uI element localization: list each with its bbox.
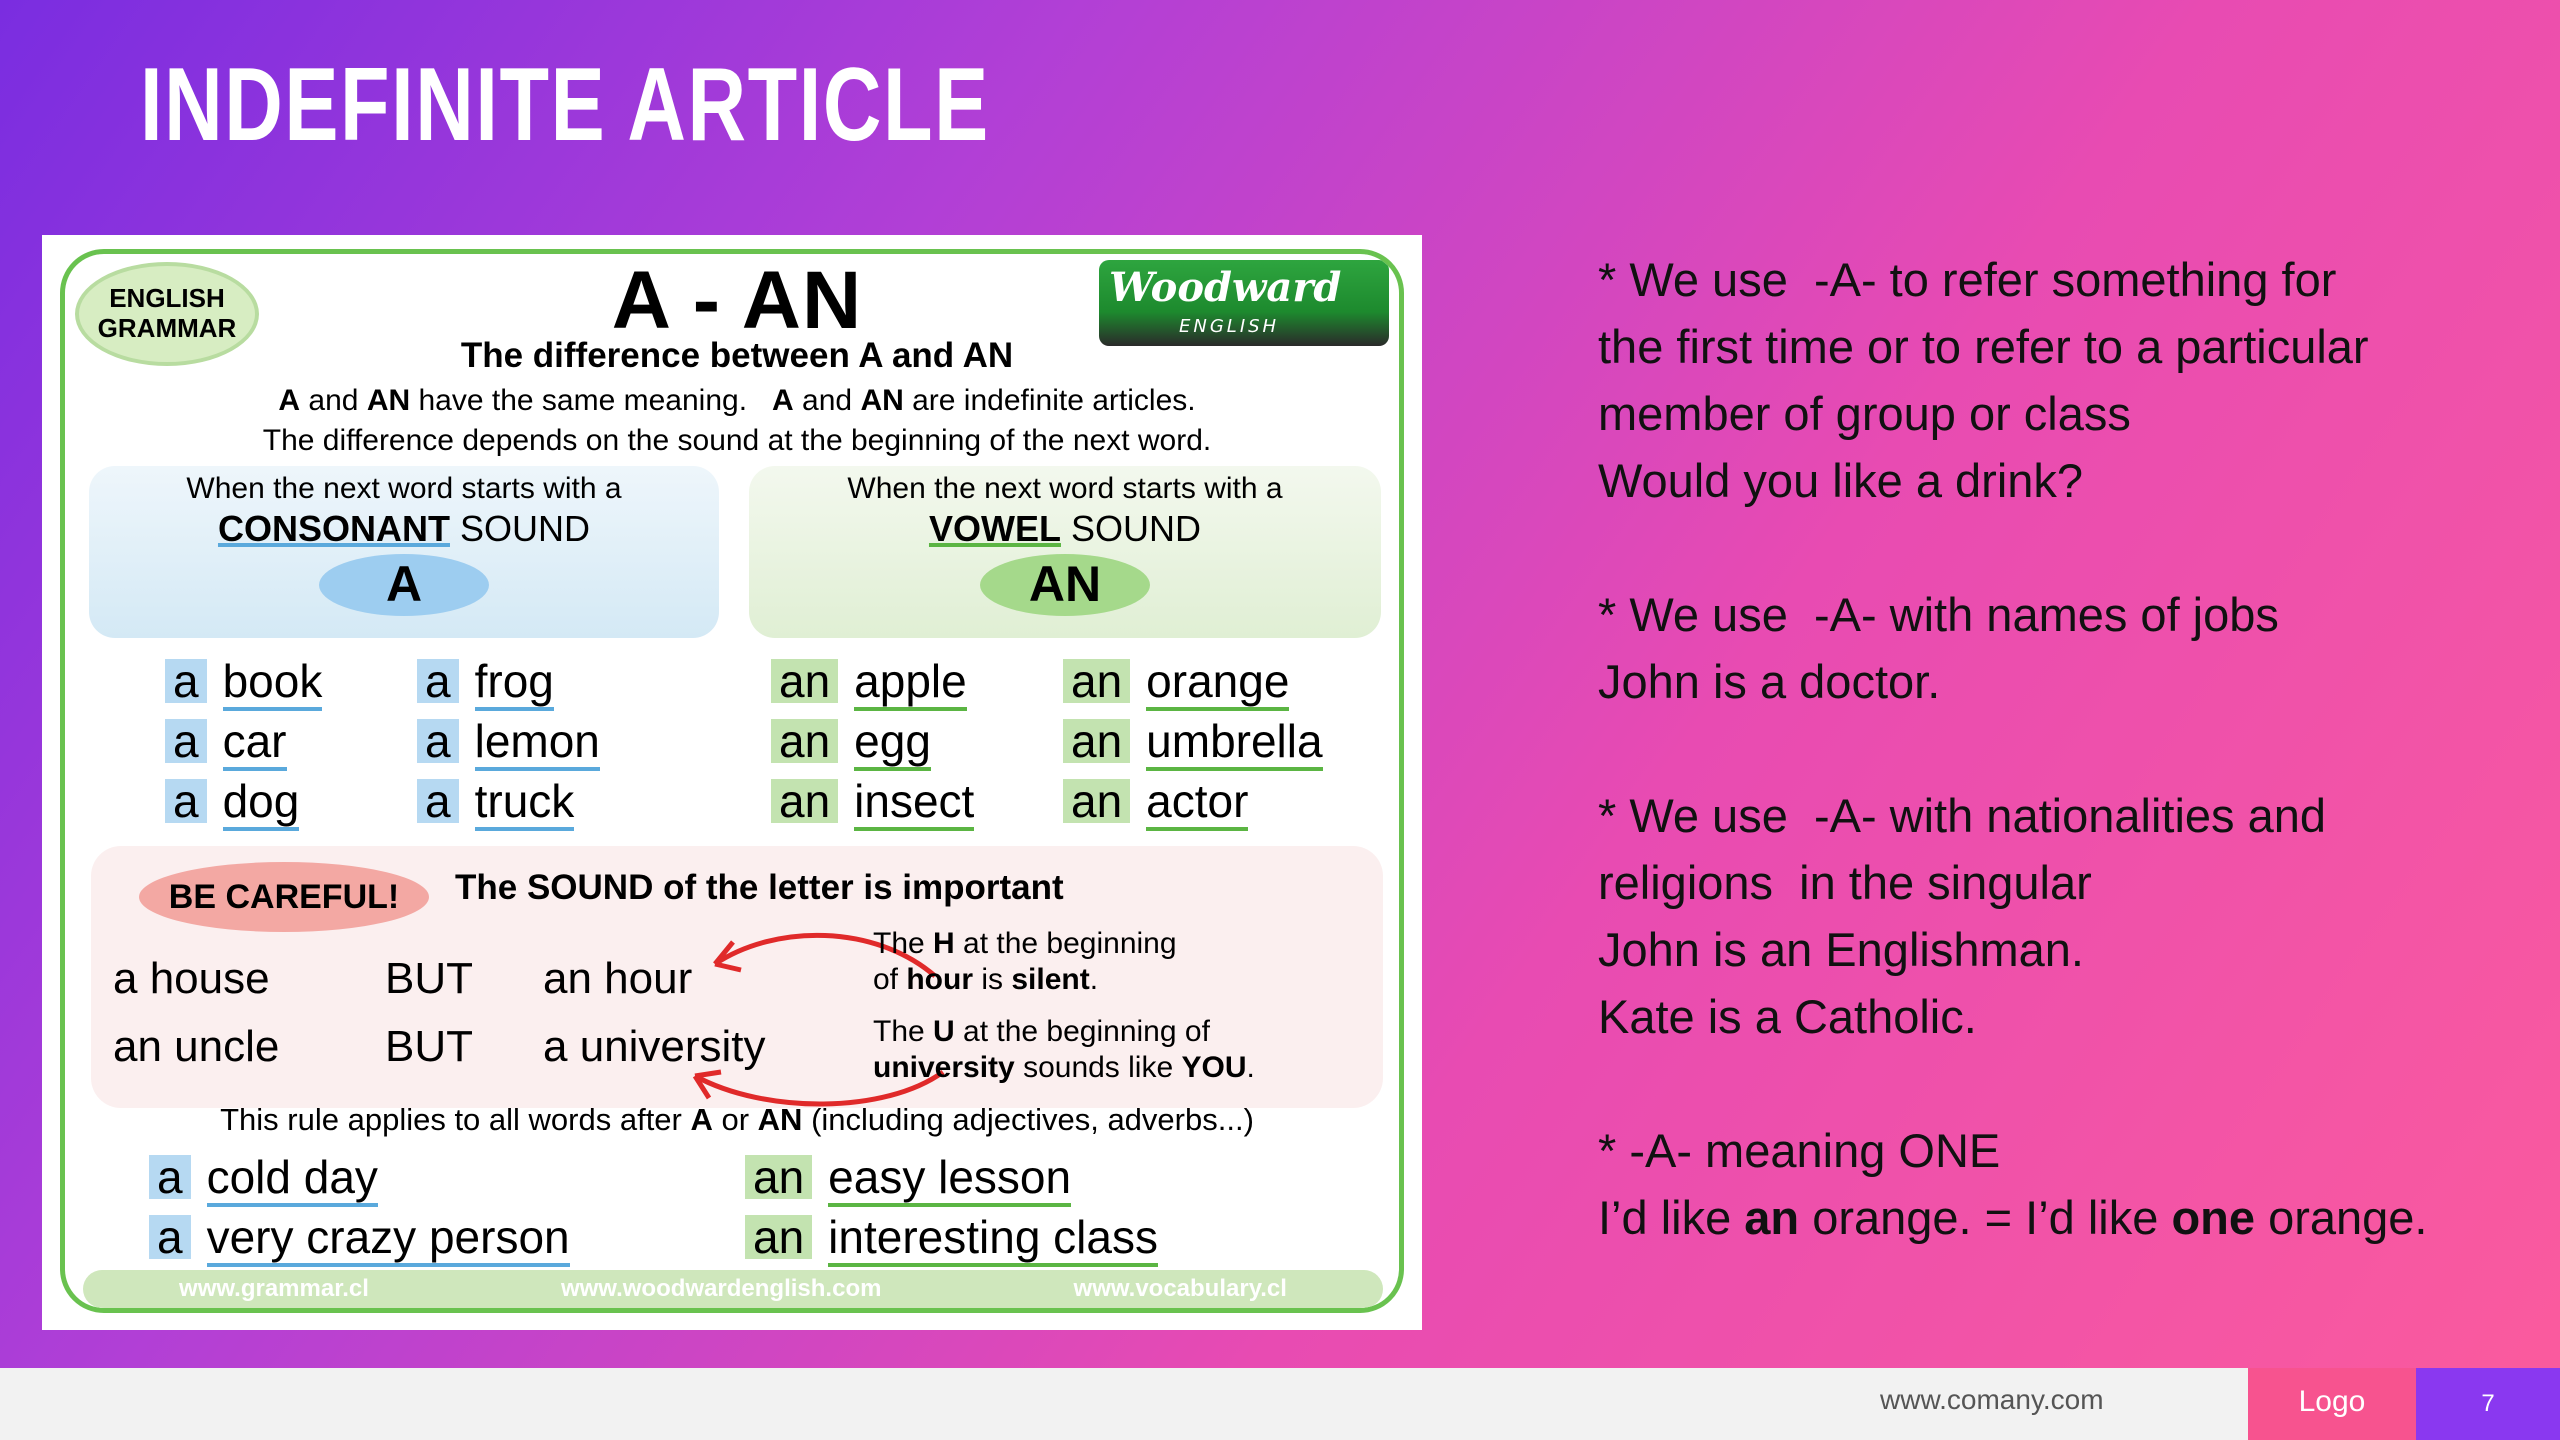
badge-line-2: GRAMMAR — [97, 313, 237, 343]
example-item: an umbrella — [1063, 714, 1323, 768]
infographic-frame — [60, 249, 1404, 1313]
example-item: a car — [165, 714, 287, 768]
woodward-logo — [1099, 260, 1389, 346]
phrase-item: a cold day — [149, 1150, 378, 1204]
bottom-footer-strip — [0, 1368, 2560, 1440]
note-line: John is an Englishman. — [1598, 923, 2084, 976]
phrase-item: a very crazy person — [149, 1210, 570, 1264]
footer-website: www.comany.com — [1880, 1384, 2104, 1415]
note-hour: The H at the beginning of hour is silent. — [873, 927, 1177, 996]
notes-column — [1598, 246, 2518, 1251]
article-a-pill: A — [319, 554, 489, 616]
footer-link-vocabulary: www.vocabulary.cl — [1073, 1275, 1287, 1302]
consonant-panel-line2: CONSONANT SOUND — [217, 508, 590, 549]
slide-title: INDEFINITE ARTICLE — [140, 47, 990, 163]
note-line: the first time or to refer to a particular — [1598, 320, 2369, 373]
note-line: * We use -A- with names of jobs — [1598, 588, 2279, 641]
page-number: 7 — [2416, 1368, 2560, 1440]
note-line: Would you like a drink? — [1598, 454, 2084, 507]
note-line: John is a doctor. — [1598, 655, 1941, 708]
brand-name: Woodward — [1109, 264, 1342, 311]
footer-logo: Logo — [2248, 1368, 2416, 1440]
article-an-pill: AN — [980, 554, 1150, 616]
be-careful-label: BE CAREFUL! — [139, 862, 429, 932]
infographic-card — [42, 235, 1422, 1330]
example-item: an orange — [1063, 654, 1289, 708]
consonant-panel-line1: When the next word starts with a — [186, 472, 622, 505]
phrase-item: an easy lesson — [745, 1150, 1071, 1204]
example-item: a truck — [417, 774, 574, 828]
brand-sub: ENGLISH — [1179, 316, 1280, 337]
intro-line-2: The difference depends on the sound at the beginning of the next word. — [262, 424, 1212, 457]
example-item: an insect — [771, 774, 974, 828]
example-item: a frog — [417, 654, 554, 708]
note-line: Kate is a Catholic. — [1598, 990, 1977, 1043]
note-line: * We use -A- with nationalities and — [1598, 789, 2326, 842]
consonant-panel — [89, 466, 719, 638]
phrase-item: an interesting class — [745, 1210, 1158, 1264]
note-line: * We use -A- to refer something for — [1598, 253, 2337, 306]
vowel-panel-line1: When the next word starts with a — [847, 472, 1283, 505]
example-item: an apple — [771, 654, 967, 708]
note-line: religions in the singular — [1598, 856, 2092, 909]
compare-university: a university — [543, 1022, 766, 1071]
intro-line-1: A and AN have the same meaning. A and AN are indefinite articles. — [278, 384, 1196, 417]
note-line: I’d like an orange. = I’d like one orange. — [1598, 1191, 2428, 1244]
compare-uncle: an uncle — [113, 1022, 280, 1071]
compare-house: a house — [113, 954, 270, 1003]
note-line: * -A- meaning ONE — [1598, 1124, 2001, 1177]
compare-but-2: BUT — [385, 1022, 473, 1071]
note-line: member of group or class — [1598, 387, 2131, 440]
example-item: an egg — [771, 714, 931, 768]
example-item: a dog — [165, 774, 299, 828]
rule-text: This rule applies to all words after A or AN (including adjectives, adverbs...) — [220, 1102, 1254, 1137]
compare-but-1: BUT — [385, 954, 473, 1003]
footer-link-woodward: www.woodwardenglish.com — [560, 1275, 882, 1302]
example-item: a book — [165, 654, 322, 708]
compare-hour: an hour — [543, 954, 693, 1003]
infographic-title: A - AN — [611, 255, 863, 346]
be-careful-heading: The SOUND of the letter is important — [455, 868, 1064, 907]
badge-line-1: ENGLISH — [109, 283, 225, 314]
example-item: a lemon — [417, 714, 600, 768]
example-item: an actor — [1063, 774, 1248, 828]
footer-link-grammar: www.grammar.cl — [179, 1275, 369, 1302]
infographic-subtitle: The difference between A and AN — [460, 336, 1014, 375]
vowel-panel-line2: VOWEL SOUND — [928, 508, 1201, 549]
infographic-footer — [83, 1270, 1383, 1308]
note-university: The U at the beginning of university sounds like YOU. — [873, 1015, 1255, 1084]
vowel-panel — [749, 466, 1381, 638]
